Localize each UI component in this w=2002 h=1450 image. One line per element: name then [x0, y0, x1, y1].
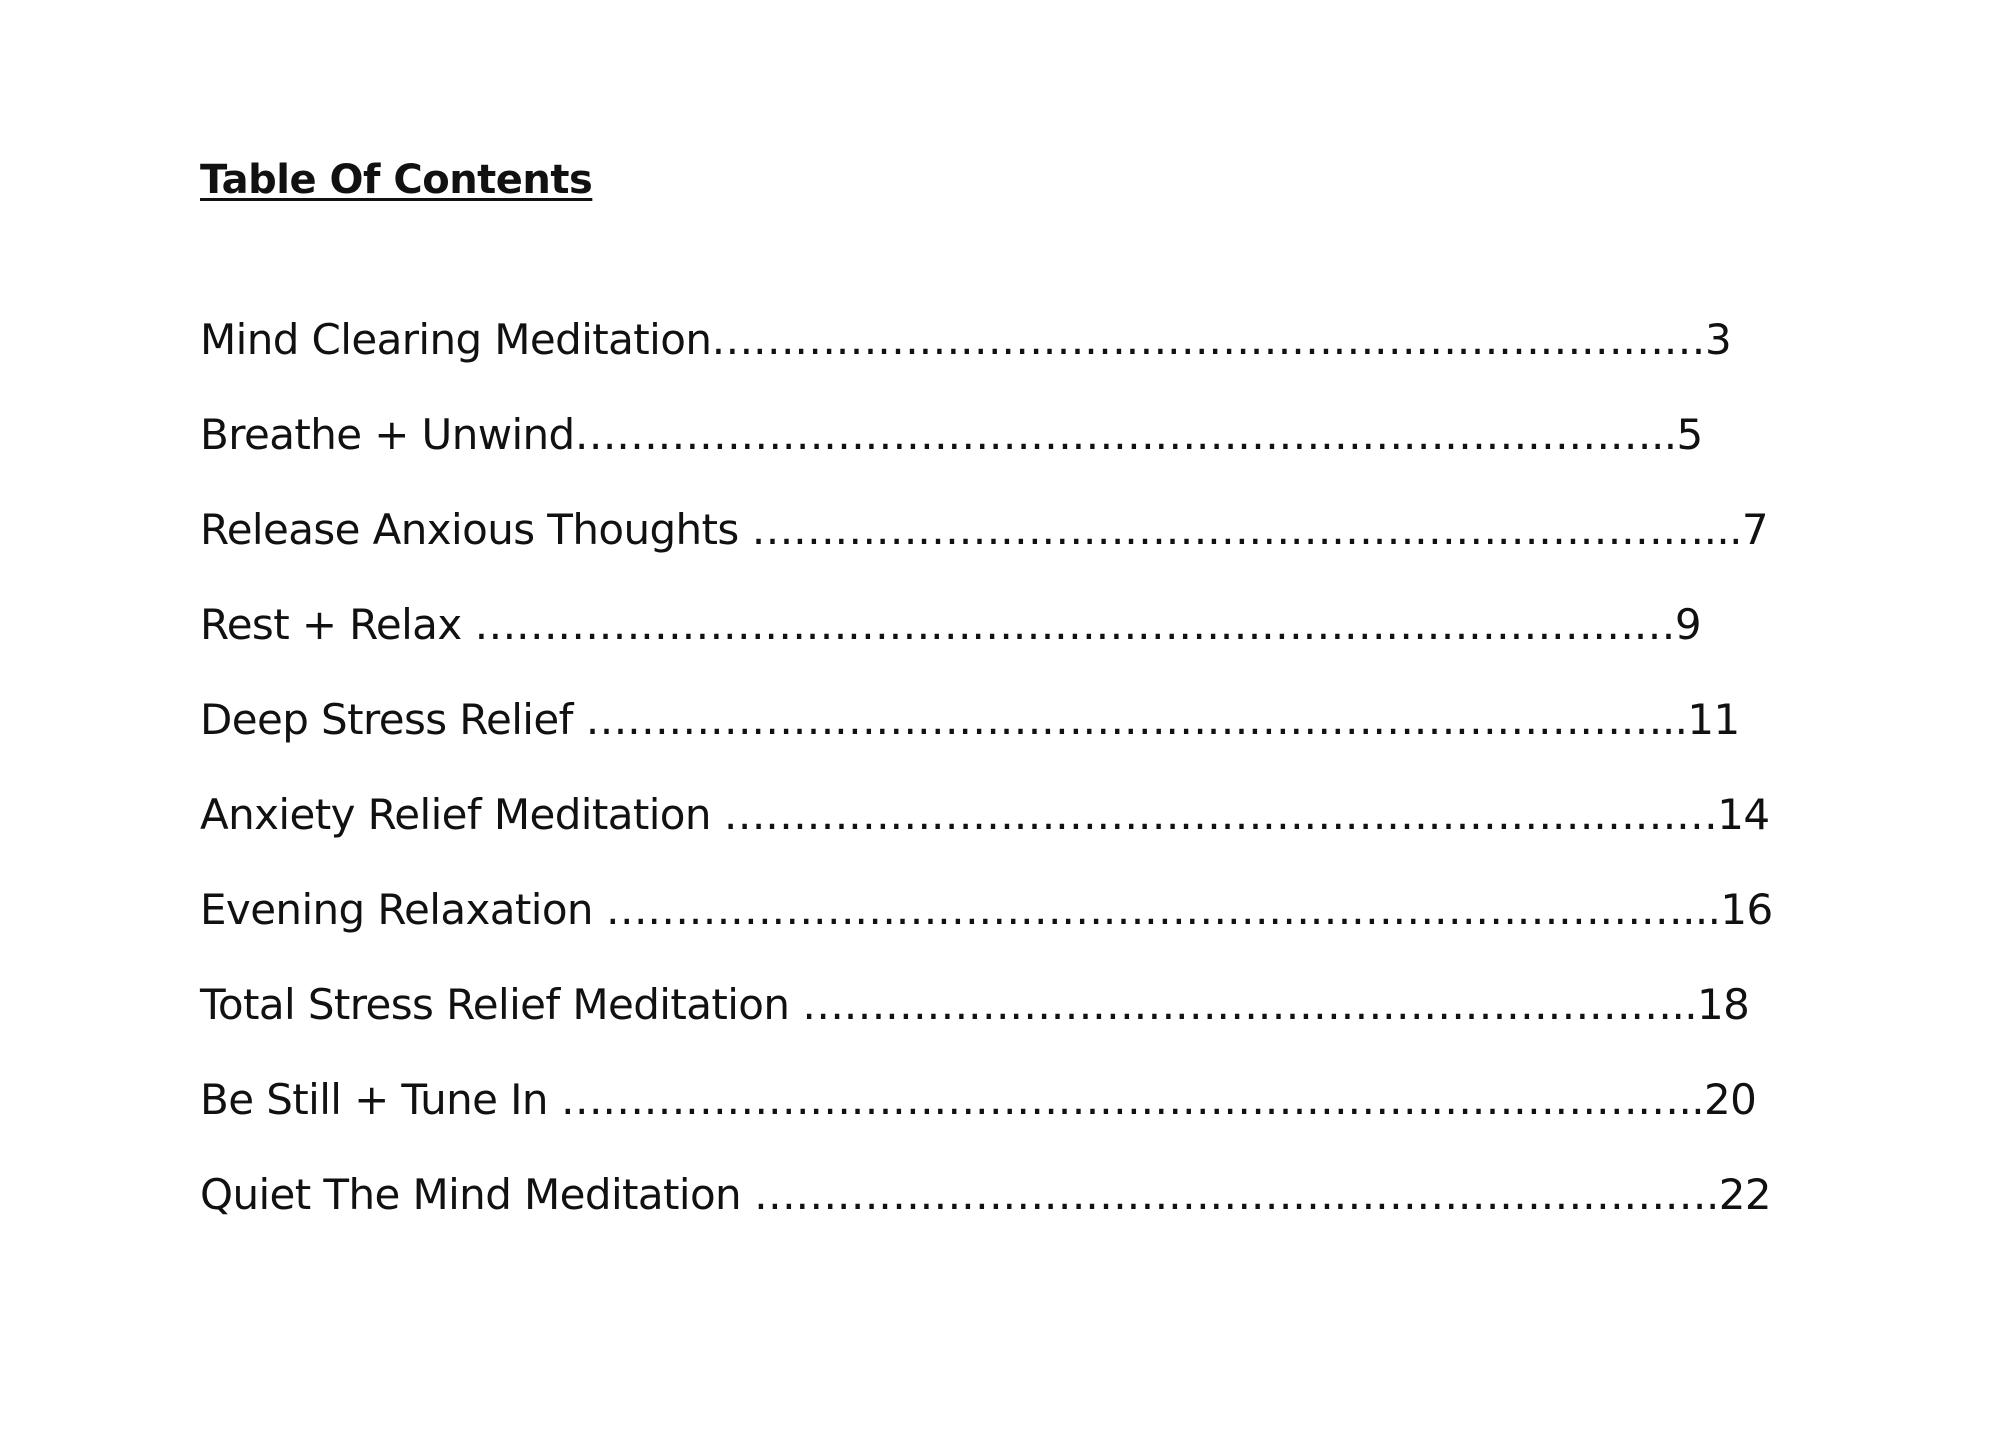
- toc-entry-release-anxious-thoughts: Release Anxious Thoughts ……………………………………………………………...7: [200, 505, 1769, 554]
- toc-entry-rest-relax: Rest + Relax ……………………………………………………………………………9: [200, 600, 1702, 649]
- toc-entry-quiet-the-mind-meditation: Quiet The Mind Meditation …………………………………………………………….22: [200, 1170, 1772, 1219]
- toc-entry-evening-relaxation: Evening Relaxation ……………………………………………………………………...16: [200, 885, 1773, 934]
- toc-entry-mind-clearing-meditation: Mind Clearing Meditation………………………………………………………………3: [200, 315, 1732, 364]
- toc-entry-deep-stress-relief: Deep Stress Relief ……………………………………………………………………..11: [200, 695, 1740, 744]
- page-title: Table Of Contents: [200, 157, 593, 203]
- toc-entry-be-still-tune-in: Be Still + Tune In ………………………………………………………………………..20: [200, 1075, 1757, 1124]
- toc-entry-total-stress-relief-meditation: Total Stress Relief Meditation ………………………………………………………..18: [200, 980, 1750, 1029]
- toc-entry-anxiety-relief-meditation: Anxiety Relief Meditation ………………………………………………………………14: [200, 790, 1770, 839]
- toc-entry-breathe-unwind: Breathe + Unwind……………………………………………………………………..5: [200, 410, 1703, 459]
